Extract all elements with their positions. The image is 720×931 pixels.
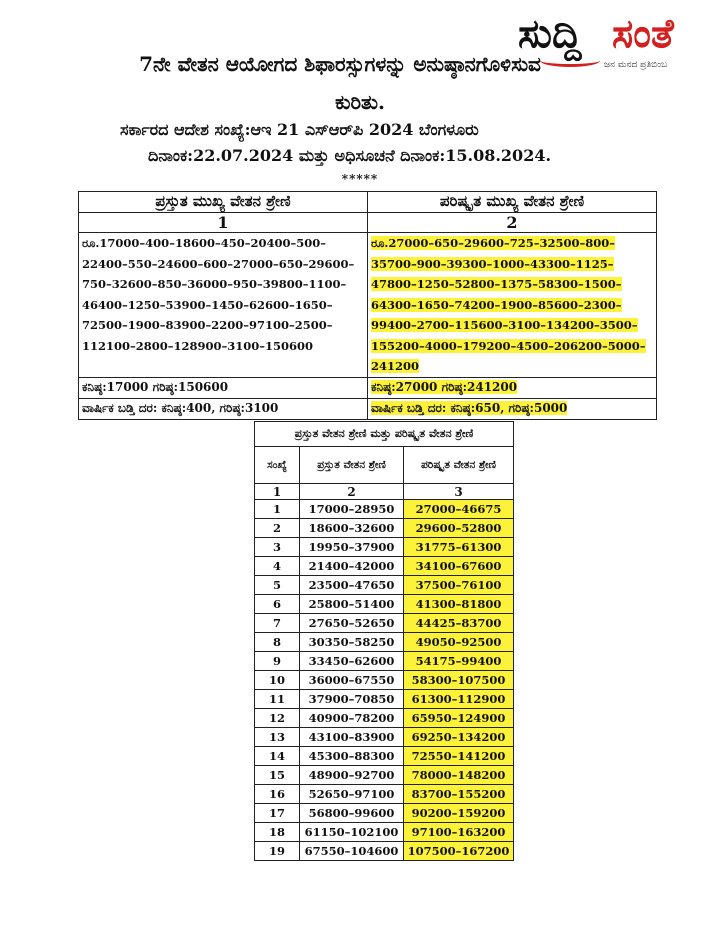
row-serial: 19 xyxy=(255,842,300,861)
table-row xyxy=(255,709,514,728)
revised-min-max: ಕನಿಷ್ಠ:27000 ಗರಿಷ್ಠ:241200 xyxy=(371,380,518,394)
row-revised-pay: 27000–46675 xyxy=(404,500,514,519)
row-revised-pay: 72550–141200 xyxy=(404,747,514,766)
master-scale-table xyxy=(78,191,657,420)
current-master-scale: ರೂ.17000–400–18600–450–20400–500–22400–550–24600–600–27000–650–29600–750–32600–850–36000–950–39800–1100–46400–1250–53900–1450–62600–1650–72500–1900–83900–2200–97100–2500–112100–2800–128900–3100–150600 xyxy=(79,233,368,378)
col-index: 2 xyxy=(300,484,404,500)
row-current-pay: 18600–32600 xyxy=(300,519,404,538)
row-revised-pay: 58300–107500 xyxy=(404,671,514,690)
pay-table-caption: ಪ್ರಸ್ತುತ ವೇತನ ಶ್ರೇಣಿ ಮತ್ತು ಪರಿಷ್ಕೃತ ವೇತನ ಶ್ರೇಣಿ xyxy=(255,422,514,447)
row-current-pay: 27650–52650 xyxy=(300,614,404,633)
row-current-pay: 30350–58250 xyxy=(300,633,404,652)
row-current-pay: 17000–28950 xyxy=(300,500,404,519)
row-revised-pay: 34100–67600 xyxy=(404,557,514,576)
row-current-pay: 37900–70850 xyxy=(300,690,404,709)
current-min-max: ಕನಿಷ್ಠ:17000 ಗರಿಷ್ಠ:150600 xyxy=(79,377,368,398)
row-current-pay: 56800–99600 xyxy=(300,804,404,823)
row-revised-pay: 65950–124900 xyxy=(404,709,514,728)
table-row xyxy=(255,690,514,709)
row-revised-pay: 97100–163200 xyxy=(404,823,514,842)
row-revised-pay: 78000–148200 xyxy=(404,766,514,785)
government-order-number: ಸರ್ಕಾರದ ಆದೇಶ ಸಂಖ್ಯೆ:ಆಇ 21 ಎಸ್ಆರ್‌ಪಿ 2024 ಬೆಂಗಳೂರು xyxy=(120,120,479,139)
table-row xyxy=(255,728,514,747)
current-pay-header: ಪ್ರಸ್ತುತ ವೇತನ ಶ್ರೇಣಿ xyxy=(300,447,404,484)
row-serial: 10 xyxy=(255,671,300,690)
row-revised-pay: 29600–52800 xyxy=(404,519,514,538)
row-serial: 5 xyxy=(255,576,300,595)
row-serial: 14 xyxy=(255,747,300,766)
table-row xyxy=(255,500,514,519)
table-row xyxy=(255,576,514,595)
table-row xyxy=(255,823,514,842)
row-revised-pay: 54175–99400 xyxy=(404,652,514,671)
table-row xyxy=(255,747,514,766)
row-current-pay: 19950–37900 xyxy=(300,538,404,557)
table-row xyxy=(255,557,514,576)
revised-pay-header: ಪರಿಷ್ಕೃತ ವೇತನ ಶ್ರೇಣಿ xyxy=(404,447,514,484)
row-revised-pay: 37500–76100 xyxy=(404,576,514,595)
row-revised-pay: 44425–83700 xyxy=(404,614,514,633)
col-index: 3 xyxy=(404,484,514,500)
table-row xyxy=(255,842,514,861)
row-revised-pay: 41300–81800 xyxy=(404,595,514,614)
logo-word-sante: ಸಂತೆ xyxy=(612,11,674,57)
row-current-pay: 67550–104600 xyxy=(300,842,404,861)
row-serial: 6 xyxy=(255,595,300,614)
document-title: 7ನೇ ವೇತನ ಆಯೋಗದ ಶಿಫಾರಸ್ಸುಗಳನ್ನು ಅನುಷ್ಠಾನಗೊಳಿಸುವ xyxy=(139,52,541,76)
table-row xyxy=(255,519,514,538)
row-revised-pay: 31775–61300 xyxy=(404,538,514,557)
row-serial: 2 xyxy=(255,519,300,538)
col-number-2: 2 xyxy=(368,213,657,233)
row-current-pay: 61150–102100 xyxy=(300,823,404,842)
table-row xyxy=(255,614,514,633)
row-serial: 16 xyxy=(255,785,300,804)
pay-scale-table xyxy=(254,421,514,861)
order-date: ದಿನಾಂಕ:22.07.2024 ಮತ್ತು ಅಧಿಸೂಚನೆ ದಿನಾಂಕ:15.08.2024. xyxy=(148,146,552,165)
row-current-pay: 43100–83900 xyxy=(300,728,404,747)
current-increment: ವಾರ್ಷಿಕ ಬಡ್ತಿ ದರ: ಕನಿಷ್ಠ:400, ಗರಿಷ್ಠ:3100 xyxy=(79,398,368,419)
row-serial: 8 xyxy=(255,633,300,652)
logo-word-suddi: ಸುದ್ದಿ xyxy=(518,11,582,57)
row-current-pay: 45300–88300 xyxy=(300,747,404,766)
revised-scale-header: ಪರಿಷ್ಕೃತ ಮುಖ್ಯ ವೇತನ ಶ್ರೇಣಿ xyxy=(368,192,657,213)
row-current-pay: 36000–67550 xyxy=(300,671,404,690)
row-revised-pay: 49050–92500 xyxy=(404,633,514,652)
row-serial: 18 xyxy=(255,823,300,842)
revised-master-scale: ರೂ.27000–650–29600–725–32500–800–35700–900–39300–1000–43300–1125–47800–1250–52800–1375–58300–1500–64300–1650–74200–1900–85600–2300–99400–2700–115600–3100–134200–3500–155200–4000–179200–4500–206200–5000–241200 xyxy=(371,236,646,373)
row-serial: 11 xyxy=(255,690,300,709)
serial-header: ಸಂಖ್ಯೆ xyxy=(255,447,300,484)
table-row xyxy=(255,804,514,823)
logo-tagline: ಜನ ಮನದ ಪ್ರತಿಬಿಂಬ xyxy=(604,60,668,70)
row-current-pay: 52650–97100 xyxy=(300,785,404,804)
row-current-pay: 23500–47650 xyxy=(300,576,404,595)
row-current-pay: 33450–62600 xyxy=(300,652,404,671)
row-serial: 3 xyxy=(255,538,300,557)
table-row xyxy=(255,595,514,614)
table-row xyxy=(255,785,514,804)
current-scale-header: ಪ್ರಸ್ತುತ ಮುಖ್ಯ ವೇತನ ಶ್ರೇಣಿ xyxy=(79,192,368,213)
table-row xyxy=(255,633,514,652)
row-revised-pay: 61300–112900 xyxy=(404,690,514,709)
row-serial: 15 xyxy=(255,766,300,785)
col-number-1: 1 xyxy=(79,213,368,233)
row-current-pay: 40900–78200 xyxy=(300,709,404,728)
separator-stars: ***** xyxy=(341,172,379,186)
row-revised-pay: 83700–155200 xyxy=(404,785,514,804)
table-row xyxy=(255,766,514,785)
row-current-pay: 21400–42000 xyxy=(300,557,404,576)
row-serial: 7 xyxy=(255,614,300,633)
revised-increment: ವಾರ್ಷಿಕ ಬಡ್ತಿ ದರ: ಕನಿಷ್ಠ:650, ಗರಿಷ್ಠ:5000 xyxy=(371,401,568,415)
row-serial: 1 xyxy=(255,500,300,519)
row-current-pay: 25800–51400 xyxy=(300,595,404,614)
document-title-cont: ಕುರಿತು. xyxy=(335,90,385,114)
row-revised-pay: 107500–167200 xyxy=(404,842,514,861)
col-index: 1 xyxy=(255,484,300,500)
row-current-pay: 48900–92700 xyxy=(300,766,404,785)
table-row xyxy=(255,671,514,690)
row-serial: 13 xyxy=(255,728,300,747)
row-serial: 12 xyxy=(255,709,300,728)
row-serial: 4 xyxy=(255,557,300,576)
row-serial: 9 xyxy=(255,652,300,671)
row-serial: 17 xyxy=(255,804,300,823)
row-revised-pay: 69250–134200 xyxy=(404,728,514,747)
table-row xyxy=(255,652,514,671)
table-row xyxy=(255,538,514,557)
row-revised-pay: 90200–159200 xyxy=(404,804,514,823)
